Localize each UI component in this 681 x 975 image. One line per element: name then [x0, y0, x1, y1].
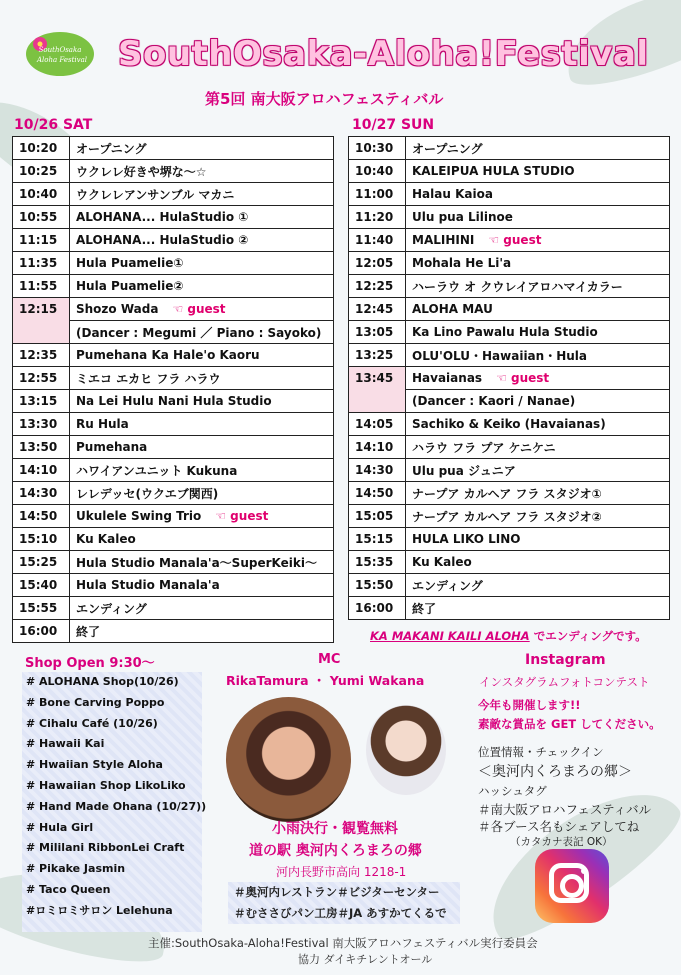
venue-name: 道の駅 奥河内くろまろの郷	[249, 843, 422, 859]
act-name: Hula Puamelie②	[76, 279, 184, 293]
act-name: OLU'OLU・Hawaiian・Hula	[412, 348, 587, 363]
act-name: Ukulele Swing Trio	[76, 509, 202, 523]
act-name: オープニング	[76, 141, 147, 156]
venue-tags	[228, 882, 460, 924]
schedule-time: 10:30	[349, 137, 406, 160]
act-name: MALIHINI	[412, 233, 475, 247]
performer-detail: (Dancer : Megumi ／ Piano : Sayoko)	[70, 321, 334, 344]
schedule-time: 12:45	[349, 298, 406, 321]
act-name: Ulu pua ジュニア	[412, 463, 516, 478]
page-subtitle: 第5回 南大阪アロハフェスティバル	[205, 90, 444, 108]
svg-text:Aloha Festival: Aloha Festival	[36, 56, 88, 64]
instagram-subtitle: インスタグラムフォトコンテスト	[479, 675, 650, 689]
schedule-act	[406, 206, 670, 229]
schedule-time: 12:55	[13, 367, 70, 390]
schedule-time: 11:00	[349, 183, 406, 206]
schedule-row	[13, 367, 334, 390]
schedule-row	[13, 459, 334, 482]
schedule-time: 14:10	[13, 459, 70, 482]
schedule-act	[70, 367, 334, 390]
shop-item: # Cihalu Café (10/26)	[26, 716, 158, 730]
schedule-time: 15:50	[349, 574, 406, 597]
checkin-place: ＜奥河内くろまろの郷＞	[478, 764, 632, 780]
hashtag-note: （カタカナ表記 OK）	[510, 836, 613, 848]
schedule-time: 12:15	[13, 298, 70, 344]
mc-photo-rika	[226, 697, 351, 822]
schedule-act	[70, 597, 334, 620]
schedule-act	[406, 482, 670, 505]
act-name: ハラウ フラ プア ケニケニ	[412, 440, 556, 455]
schedule-act	[406, 551, 670, 574]
act-name: Mohala He Li'a	[412, 256, 512, 270]
act-name: ALOHA MAU	[412, 302, 493, 316]
schedule-time: 16:00	[13, 620, 70, 643]
schedule-time: 14:05	[349, 413, 406, 436]
checkin-label: 位置情報・チェックイン	[478, 745, 604, 759]
act-name: Halau Kaioa	[412, 187, 493, 201]
act-name: Na Lei Hulu Nani Hula Studio	[76, 394, 272, 408]
schedule-time: 10:20	[13, 137, 70, 160]
schedule-time: 15:15	[349, 528, 406, 551]
schedule-time: 14:30	[13, 482, 70, 505]
schedule-act	[70, 137, 334, 160]
ending-note: KA MAKANI KAILI ALOHA でエンディングです。	[370, 629, 647, 643]
act-name: HULA LIKO LINO	[412, 532, 521, 546]
schedule-row	[349, 574, 670, 597]
organizer-credit: 主催:SouthOsaka-Aloha!Festival 南大阪アロハフェスティバル実行委員会	[148, 936, 538, 950]
schedule-row	[13, 574, 334, 597]
act-name: ALOHANA... HulaStudio ①	[76, 210, 249, 224]
hashtag: ＃南大阪アロハフェスティバル	[478, 802, 652, 817]
page-title: SouthOsaka-Aloha!Festival	[118, 34, 649, 74]
act-name: Ku Kaleo	[412, 555, 472, 569]
schedule-act	[70, 505, 334, 528]
schedule-act	[406, 183, 670, 206]
schedule-act	[406, 505, 670, 528]
schedule-act	[406, 528, 670, 551]
instagram-line: 素敵な賞品を GET してください。	[478, 717, 661, 731]
shop-item: # Mililani RibbonLei Craft	[26, 841, 185, 855]
schedule-row	[13, 528, 334, 551]
act-name: Pumehana	[76, 440, 148, 454]
schedule-time: 13:30	[13, 413, 70, 436]
schedule-time: 15:05	[349, 505, 406, 528]
schedule-row	[349, 252, 670, 275]
schedule-row	[349, 413, 670, 436]
schedule-time: 11:20	[349, 206, 406, 229]
svg-text:SouthOsaka: SouthOsaka	[38, 46, 82, 54]
shop-item: # ALOHANA Shop(10/26)	[26, 675, 179, 688]
ending-song: KA MAKANI KAILI ALOHA	[370, 629, 530, 643]
act-name: ハーラウ オ クウレイアロハマイカラー	[412, 279, 623, 294]
act-name: エンディング	[76, 601, 147, 616]
guest-marker: ☜ guest	[215, 509, 269, 523]
shop-item: # Bone Carving Poppo	[26, 695, 165, 709]
act-name: Shozo Wada	[76, 302, 159, 316]
act-name: Pumehana Ka Hale'o Kaoru	[76, 348, 260, 362]
schedule-row	[349, 321, 670, 344]
schedule-row	[13, 390, 334, 413]
schedule-row	[349, 597, 670, 620]
act-name: Ka Lino Pawalu Hula Studio	[412, 325, 598, 339]
schedule-row	[349, 298, 670, 321]
act-name: Hula Studio Manala'a	[76, 578, 220, 592]
schedule-row	[13, 183, 334, 206]
schedule-time: 11:35	[13, 252, 70, 275]
schedule-act	[406, 413, 670, 436]
schedule-time: 15:40	[13, 574, 70, 597]
schedule-time: 15:25	[13, 551, 70, 574]
schedule-row	[13, 252, 334, 275]
schedule-row	[349, 137, 670, 160]
schedule-act	[406, 344, 670, 367]
schedule-time: 10:25	[13, 160, 70, 183]
schedule-act	[406, 298, 670, 321]
schedule-row	[13, 275, 334, 298]
schedule-row	[13, 298, 334, 321]
schedule-row	[349, 160, 670, 183]
cooperation-credit: 協力 ダイキチレントオール	[298, 953, 433, 966]
schedule-time: 12:25	[349, 275, 406, 298]
shop-item: # Taco Queen	[26, 882, 111, 896]
hashtag-label: ハッシュタグ	[478, 784, 547, 798]
act-name: エンディング	[412, 578, 483, 593]
schedule-row	[349, 206, 670, 229]
schedule-time: 12:05	[349, 252, 406, 275]
schedule-row	[349, 482, 670, 505]
shop-item: # Hula Girl	[26, 820, 94, 834]
schedule-time: 12:35	[13, 344, 70, 367]
venue-address: 河内長野市高向 1218-1	[276, 865, 407, 879]
schedule-row	[13, 482, 334, 505]
schedule-act	[406, 137, 670, 160]
schedule-act	[406, 574, 670, 597]
schedule-act	[70, 620, 334, 643]
schedule-row	[13, 597, 334, 620]
schedule-row	[13, 620, 334, 643]
schedule-row	[13, 505, 334, 528]
schedule-row	[13, 344, 334, 367]
schedule-act	[70, 436, 334, 459]
act-name: ハワイアンユニット Kukuna	[76, 463, 238, 478]
mc-photo-yumi	[366, 705, 446, 795]
guest-marker: ☜ guest	[488, 233, 542, 247]
mc-title: MC	[318, 652, 341, 667]
schedule-act	[70, 528, 334, 551]
schedule-act	[70, 459, 334, 482]
schedule-time: 13:15	[13, 390, 70, 413]
act-name: ミエコ エカヒ フラ ハラウ	[76, 371, 221, 386]
performer-detail: (Dancer : Kaori / Nanae)	[406, 390, 670, 413]
schedule-act	[70, 183, 334, 206]
schedule-time: 16:00	[349, 597, 406, 620]
schedule-row	[349, 344, 670, 367]
day2-schedule-table	[348, 136, 670, 620]
instagram-title: Instagram	[525, 652, 606, 668]
venue-tag-line: ＃むささびパン工房＃JA あすかてくるで	[234, 906, 447, 920]
instagram-line: 今年も開催します!!	[478, 698, 581, 712]
act-name: ナープア カルヘア フラ スタジオ②	[412, 509, 602, 524]
schedule-time: 15:10	[13, 528, 70, 551]
schedule-act	[70, 298, 334, 321]
schedule-time: 10:55	[13, 206, 70, 229]
schedule-act	[406, 275, 670, 298]
schedule-time: 13:45	[349, 367, 406, 413]
act-name: ウクレレ好きや堺な～☆	[76, 164, 207, 179]
act-name: Hula Studio Manala'a～SuperKeiki～	[76, 555, 317, 570]
festival-logo	[24, 28, 96, 78]
act-name: Ulu pua Lilinoe	[412, 210, 513, 224]
schedule-time: 13:50	[13, 436, 70, 459]
guest-marker: ☜ guest	[172, 302, 226, 316]
schedule-row	[13, 206, 334, 229]
schedule-act	[406, 597, 670, 620]
act-name: Sachiko & Keiko (Havaianas)	[412, 417, 606, 431]
schedule-time: 15:35	[349, 551, 406, 574]
act-name: ウクレレアンサンブル マカニ	[76, 187, 235, 202]
shop-title: Shop Open 9:30～	[25, 656, 155, 671]
mc-names: RikaTamura ・ Yumi Wakana	[226, 673, 425, 688]
schedule-row	[349, 505, 670, 528]
rain-free-notice: 小雨決行・観覧無料	[272, 821, 398, 837]
act-name: KALEIPUA HULA STUDIO	[412, 164, 575, 178]
schedule-act	[70, 413, 334, 436]
schedule-row	[349, 459, 670, 482]
act-name: Hula Puamelie①	[76, 256, 184, 270]
schedule-row	[349, 183, 670, 206]
day1-schedule-table	[12, 136, 334, 643]
schedule-act	[70, 344, 334, 367]
schedule-time: 10:40	[13, 183, 70, 206]
act-name: レレデッセ(ウクエブ関西)	[76, 486, 219, 501]
instagram-icon	[535, 849, 609, 923]
shop-item: #ロミロミサロン Lelehuna	[26, 903, 173, 917]
schedule-row	[13, 137, 334, 160]
schedule-act	[70, 390, 334, 413]
schedule-time: 13:25	[349, 344, 406, 367]
day1-label: 10/26 SAT	[14, 117, 93, 133]
venue-tag-line: ＃奥河内レストラン＃ビジターセンター	[234, 885, 440, 899]
schedule-act	[70, 160, 334, 183]
day2-label: 10/27 SUN	[352, 117, 435, 133]
schedule-time: 10:40	[349, 160, 406, 183]
schedule-time: 11:40	[349, 229, 406, 252]
schedule-act	[70, 252, 334, 275]
guest-marker: ☜ guest	[496, 371, 550, 385]
schedule-time: 14:50	[13, 505, 70, 528]
act-name: Havaianas	[412, 371, 483, 385]
schedule-row	[349, 275, 670, 298]
shop-item: # Hand Made Ohana (10/27))	[26, 799, 207, 813]
schedule-act	[406, 459, 670, 482]
schedule-time: 15:55	[13, 597, 70, 620]
schedule-row	[349, 528, 670, 551]
schedule-row	[13, 229, 334, 252]
schedule-act	[70, 482, 334, 505]
schedule-act	[70, 206, 334, 229]
act-name: ALOHANA... HulaStudio ②	[76, 233, 249, 247]
schedule-time: 13:05	[349, 321, 406, 344]
act-name: 終了	[76, 624, 101, 639]
schedule-time: 14:30	[349, 459, 406, 482]
schedule-time: 14:50	[349, 482, 406, 505]
act-name: オープニング	[412, 141, 483, 156]
schedule-row	[13, 551, 334, 574]
act-name: Ku Kaleo	[76, 532, 136, 546]
schedule-act	[70, 551, 334, 574]
schedule-act	[70, 229, 334, 252]
schedule-row	[13, 436, 334, 459]
schedule-time: 11:15	[13, 229, 70, 252]
schedule-act	[406, 160, 670, 183]
schedule-time: 14:10	[349, 436, 406, 459]
schedule-time: 11:55	[13, 275, 70, 298]
act-name: ナープア カルヘア フラ スタジオ①	[412, 486, 602, 501]
schedule-act	[406, 321, 670, 344]
shop-item: # Hawaiian Shop LikoLiko	[26, 778, 186, 792]
schedule-row	[349, 436, 670, 459]
schedule-row	[349, 551, 670, 574]
schedule-row	[13, 413, 334, 436]
schedule-act	[406, 252, 670, 275]
shop-list	[22, 672, 207, 932]
schedule-act	[406, 229, 670, 252]
schedule-act	[406, 436, 670, 459]
hashtag: ＃各ブース名もシェアしてね	[478, 819, 640, 834]
schedule-row	[13, 160, 334, 183]
shop-item: # Hawaii Kai	[26, 737, 105, 751]
shop-item: # Pikake Jasmin	[26, 862, 126, 876]
schedule-act	[70, 275, 334, 298]
schedule-row	[349, 367, 670, 390]
schedule-row	[349, 229, 670, 252]
schedule-act	[406, 367, 670, 390]
schedule-act	[70, 574, 334, 597]
act-name: Ru Hula	[76, 417, 129, 431]
shop-item: # Hwaiian Style Aloha	[26, 758, 163, 772]
act-name: 終了	[412, 601, 437, 616]
